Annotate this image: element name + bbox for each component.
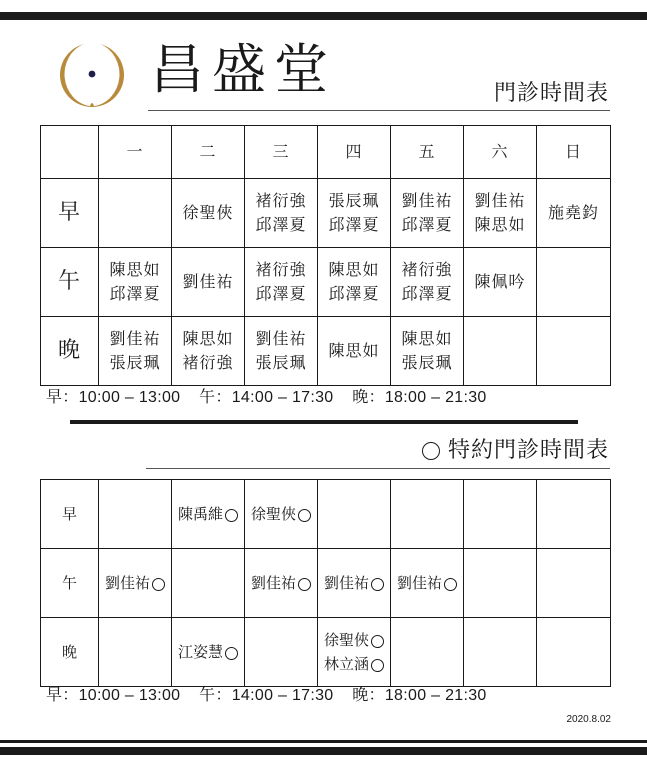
- schedule-cell: [537, 179, 611, 248]
- schedule-cell: [245, 179, 318, 248]
- special-row: [41, 480, 611, 549]
- clinic-logo: [54, 38, 130, 114]
- circle-icon: [225, 509, 238, 522]
- doctor-name: 劉佳祐: [323, 574, 369, 592]
- special-schedule-title: [422, 437, 609, 465]
- special-cell: [245, 480, 318, 549]
- schedule-cell: [391, 179, 464, 248]
- special-cell: [318, 549, 391, 618]
- schedule-cell: [318, 248, 391, 317]
- schedule-cell: [245, 248, 318, 317]
- doctor-name: 褚衍強: [255, 191, 307, 210]
- doctor-name: 陳思如: [182, 329, 234, 348]
- schedule-row: [41, 179, 611, 248]
- circle-icon: [225, 647, 238, 660]
- special-cell: [391, 618, 464, 687]
- schedule-row: [41, 248, 611, 317]
- hours-evening: 晚：18:00 – 21:30: [352, 687, 487, 704]
- special-cell: [464, 618, 537, 687]
- regular-schedule-title: 門診時間表: [493, 81, 609, 106]
- doctor-name: 陳禹維: [177, 505, 223, 523]
- schedule-cell: [99, 179, 172, 248]
- doctor-name: 張辰珮: [328, 191, 380, 210]
- doctor-name: 陳思如: [401, 329, 453, 348]
- special-doctor: [245, 502, 317, 526]
- schedule-cell: [318, 179, 391, 248]
- schedule-cell: [172, 248, 245, 317]
- hours-morning: 早：10:00 – 13:00: [46, 389, 181, 406]
- doctor-name: 徐聖俠: [182, 203, 234, 222]
- day-header-row: [41, 126, 611, 179]
- special-cell: [172, 480, 245, 549]
- special-cell: [172, 618, 245, 687]
- doctor-name: 邱澤夏: [401, 284, 453, 303]
- special-title-underline: [146, 468, 610, 469]
- special-cell: [391, 549, 464, 618]
- doctor-name: 劉佳祐: [182, 272, 234, 291]
- logo-dot: [89, 71, 96, 78]
- period-label: 午: [41, 549, 99, 618]
- doctor-name: 邱澤夏: [109, 284, 161, 303]
- special-schedule-table: [40, 479, 611, 687]
- special-doctor: [245, 571, 317, 595]
- schedule-cell: [537, 248, 611, 317]
- hours-afternoon: 午：14:00 – 17:30: [199, 389, 334, 406]
- special-row: [41, 549, 611, 618]
- special-cell: [318, 480, 391, 549]
- bottom-border-thick: [0, 747, 647, 755]
- title-underline: [148, 110, 610, 111]
- regular-hours: [46, 388, 487, 408]
- doctor-name: 林立涵: [323, 655, 369, 673]
- special-hours: [46, 686, 487, 706]
- schedule-cell: [172, 317, 245, 386]
- doctor-name: 邱澤夏: [328, 215, 380, 234]
- bottom-border-thin: [0, 740, 647, 743]
- schedule-cell: [99, 317, 172, 386]
- doctor-name: 褚衍強: [255, 260, 307, 279]
- schedule-row: [41, 317, 611, 386]
- special-doctor: [172, 640, 244, 664]
- doctor-name: 江姿慧: [177, 643, 223, 661]
- special-cell: [99, 618, 172, 687]
- special-cell: [245, 549, 318, 618]
- period-label: 晚: [41, 618, 99, 687]
- special-cell: [99, 480, 172, 549]
- doctor-name: 邱澤夏: [255, 284, 307, 303]
- circle-icon: [298, 578, 311, 591]
- special-cell: [391, 480, 464, 549]
- special-cell: [172, 549, 245, 618]
- doctor-name: 陳思如: [109, 260, 161, 279]
- day-header: 日: [537, 126, 611, 179]
- hours-evening: 晚：18:00 – 21:30: [352, 389, 487, 406]
- special-cell: [464, 480, 537, 549]
- doctor-name: 陳思如: [328, 260, 380, 279]
- hours-afternoon: 午：14:00 – 17:30: [199, 687, 334, 704]
- doctor-name: 劉佳祐: [401, 191, 453, 210]
- day-header: 四: [318, 126, 391, 179]
- brand-name: 昌盛堂: [150, 38, 336, 101]
- doctor-name: 陳佩吟: [474, 272, 526, 291]
- period-label: 早: [41, 179, 99, 248]
- doctor-name: 邱澤夏: [255, 215, 307, 234]
- schedule-cell: [537, 317, 611, 386]
- schedule-cell: [391, 317, 464, 386]
- day-header: 二: [172, 126, 245, 179]
- doctor-name: 徐聖俠: [250, 505, 296, 523]
- doctor-name: 褚衍強: [401, 260, 453, 279]
- day-header: 一: [99, 126, 172, 179]
- special-cell: [464, 549, 537, 618]
- doctor-name: 劉佳祐: [474, 191, 526, 210]
- schedule-cell: [245, 317, 318, 386]
- schedule-cell: [172, 179, 245, 248]
- doctor-name: 劉佳祐: [396, 574, 442, 592]
- period-label: 早: [41, 480, 99, 549]
- special-doctor: [318, 652, 390, 676]
- doctor-name: 陳思如: [474, 215, 526, 234]
- special-doctor: [318, 628, 390, 652]
- doctor-name: 張辰珮: [401, 353, 453, 372]
- special-doctor: [172, 502, 244, 526]
- doctor-name: 邱澤夏: [328, 284, 380, 303]
- period-label: 晚: [41, 317, 99, 386]
- doctor-name: 邱澤夏: [401, 215, 453, 234]
- doctor-name: 劉佳祐: [109, 329, 161, 348]
- schedule-cell: [99, 248, 172, 317]
- doctor-name: 張辰珮: [109, 353, 161, 372]
- date-stamp: 2020.8.02: [566, 714, 611, 725]
- doctor-name: 徐聖俠: [323, 631, 369, 649]
- schedule-cell: [391, 248, 464, 317]
- circle-icon: [152, 578, 165, 591]
- hours-morning: 早：10:00 – 13:00: [46, 687, 181, 704]
- special-cell: [318, 618, 391, 687]
- special-cell: [537, 480, 611, 549]
- doctor-name: 劉佳祐: [255, 329, 307, 348]
- schedule-cell: [464, 248, 537, 317]
- special-doctor: [318, 571, 390, 595]
- schedule-cell: [464, 179, 537, 248]
- circle-icon: [444, 578, 457, 591]
- doctor-name: 張辰珮: [255, 353, 307, 372]
- schedule-cell: [464, 317, 537, 386]
- special-doctor: [99, 571, 171, 595]
- special-cell: [537, 618, 611, 687]
- day-header: 三: [245, 126, 318, 179]
- doctor-name: 褚衍強: [182, 353, 234, 372]
- top-border-bar: [0, 12, 647, 20]
- doctor-name: 劉佳祐: [104, 574, 150, 592]
- doctor-name: 劉佳祐: [250, 574, 296, 592]
- circle-icon: [371, 659, 384, 672]
- section-divider: [70, 420, 578, 424]
- special-cell: [537, 549, 611, 618]
- circle-icon: [298, 509, 311, 522]
- day-header: 五: [391, 126, 464, 179]
- day-header: 六: [464, 126, 537, 179]
- circle-icon: [371, 635, 384, 648]
- circle-icon: [371, 578, 384, 591]
- period-label: 午: [41, 248, 99, 317]
- corner-cell: [41, 126, 99, 179]
- circle-icon: [422, 442, 440, 460]
- special-row: [41, 618, 611, 687]
- regular-schedule-table: [40, 125, 611, 386]
- special-doctor: [391, 571, 463, 595]
- doctor-name: 陳思如: [328, 341, 380, 360]
- special-title-text: 特約門診時間表: [447, 438, 609, 463]
- special-cell: [99, 549, 172, 618]
- doctor-name: 施堯鈞: [547, 203, 599, 222]
- special-cell: [245, 618, 318, 687]
- schedule-cell: [318, 317, 391, 386]
